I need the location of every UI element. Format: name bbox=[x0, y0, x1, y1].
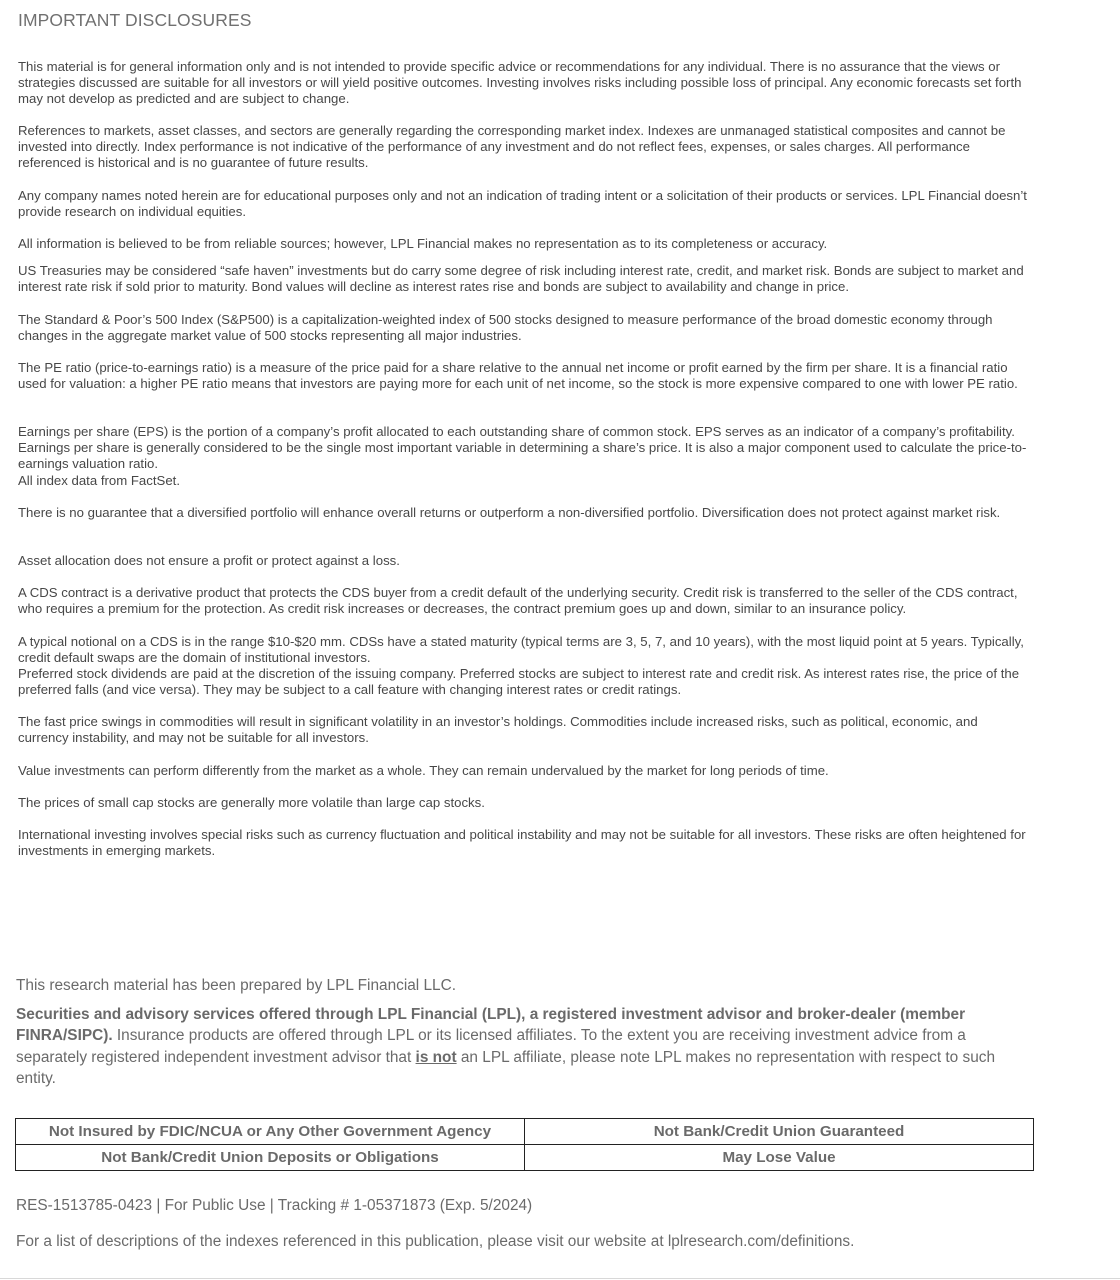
investor-protection-table bbox=[15, 1118, 1034, 1171]
disclosure-us-treasuries: US Treasuries may be considered “safe haven” investments but do carry some degree of risk including interest rate, credit, and market risk. Bonds are subject to market and interest rate risk if sold prior to maturity. Bond values will decline as interest rates rise and bonds are subject to availability and change in price. bbox=[18, 263, 1024, 295]
securities-text-part-2: an LPL affiliate, please note LPL makes no representation with respect to such entity. bbox=[16, 1048, 996, 1088]
disclosure-factset: All index data from FactSet. bbox=[18, 473, 180, 488]
disclosure-diversification: There is no guarantee that a diversified portfolio will enhance overall returns or outperform a non-diversified portfolio. Diversification does not protect against market risk. bbox=[18, 505, 1001, 520]
disclosure-commodities: The fast price swings in commodities will result in significant volatility in an investor’s holdings. Commodities include increased risks, such as political, economic, and currency instability, and may not be suitable for all investors. bbox=[18, 714, 978, 746]
disclosure-preferred-stock: Preferred stock dividends are paid at the discretion of the issuing company. Preferred stocks are subject to interest rate and credit risk. As interest rates rise, the price of the preferred falls (and vice versa). They may be subject to a call feature with changing interest rates or credit ratings. bbox=[18, 666, 1020, 698]
badge-not-guaranteed: Not Bank/Credit Union Guaranteed bbox=[525, 1119, 1034, 1145]
badge-may-lose-value: May Lose Value bbox=[525, 1145, 1034, 1171]
disclosure-sp500: The Standard & Poor’s 500 Index (S&P500) is a capitalization-weighted index of 500 stocks designed to measure performance of the broad domestic economy through changes in the aggregate market value of 500 stocks representing all major industries. bbox=[18, 312, 993, 344]
securities-disclosure bbox=[16, 1004, 1021, 1090]
disclosure-eps: Earnings per share (EPS) is the portion of a company’s profit allocated to each outstanding share of common stock. EPS serves as an indicator of a company’s profitability. Earnings per share is generally considered to be the single most important variable in determining a share’s price. It is also a major component used to calculate the price-to-earnings valuation ratio. bbox=[18, 424, 1027, 472]
prepared-by-note: This research material has been prepared by LPL Financial LLC. bbox=[16, 977, 457, 994]
table-row bbox=[16, 1145, 1034, 1171]
disclosure-cds-notional: A typical notional on a CDS is in the range $10-$20 mm. CDSs have a stated maturity (typical terms are 3, 5, 7, and 10 years), with the most liquid point at 5 years. Typically, credit default swaps are the domain of institutional investors. bbox=[18, 634, 1024, 666]
disclosure-general-info: This material is for general information only and is not intended to provide specific advice or recommendations for any individual. There is no assurance that the views or strategies discussed are suitable for all investors or will yield positive outcomes. Investing involves risks including possible loss of principal. Any economic forecasts set forth may not develop as predicted and are subject to change. bbox=[18, 59, 1022, 107]
securities-text-part-1: Insurance products are offered through LPL or its licensed affiliates. To the extent you are receiving investment advice from a separately registered independent investment advisor that bbox=[16, 1027, 966, 1066]
badge-not-insured: Not Insured by FDIC/NCUA or Any Other Government Agency bbox=[16, 1119, 525, 1145]
disclosure-market-index: References to markets, asset classes, and sectors are generally regarding the corresponding market index. Indexes are unmanaged statistical composites and cannot be invested into directly. Index performance is not indicative of the performance of any investment and do not reflect fees, expenses, or sales charges. All performance referenced is historical and is no guarantee of future results. bbox=[18, 123, 1006, 171]
badge-not-deposits: Not Bank/Credit Union Deposits or Obligations bbox=[16, 1145, 525, 1171]
index-definitions-note: For a list of descriptions of the indexes referenced in this publication, please visit our website at lplresearch.com/definitions. bbox=[16, 1233, 855, 1250]
securities-emphasis: is not bbox=[415, 1048, 457, 1066]
disclosure-asset-allocation: Asset allocation does not ensure a profit or protect against a loss. bbox=[18, 553, 400, 568]
tracking-number: RES-1513785-0423 | For Public Use | Tracking # 1-05371873 (Exp. 5/2024) bbox=[16, 1197, 533, 1214]
securities-bold-text: Securities and advisory services offered through LPL Financial (LPL), a registered investment advisor and broker-dealer (member FINRA/SIPC). bbox=[16, 1006, 966, 1045]
bottom-divider bbox=[0, 1278, 1120, 1279]
table-row bbox=[16, 1119, 1034, 1145]
disclosure-value-investments: Value investments can perform differently from the market as a whole. They can remain undervalued by the market for long periods of time. bbox=[18, 763, 829, 778]
disclosure-company-names: Any company names noted herein are for educational purposes only and not an indication of trading intent or a solicitation of their products or services. LPL Financial doesn’t provide research on individual equities. bbox=[18, 188, 1027, 220]
disclosure-reliable-sources: All information is believed to be from reliable sources; however, LPL Financial makes no representation as to its completeness or accuracy. bbox=[18, 236, 828, 251]
disclosure-pe-ratio: The PE ratio (price-to-earnings ratio) is a measure of the price paid for a share relative to the annual net income or profit earned by the firm per share. It is a financial ratio used for valuation: a higher PE ratio means that investors are paying more for each unit of net income, so the stock is more expensive compared to one with lower PE ratio. bbox=[18, 360, 1018, 392]
page-title: IMPORTANT DISCLOSURES bbox=[18, 10, 252, 30]
disclosure-small-cap: The prices of small cap stocks are generally more volatile than large cap stocks. bbox=[18, 795, 485, 810]
disclosure-international: International investing involves special risks such as currency fluctuation and political instability and may not be suitable for all investors. These risks are often heightened for investments in emerging markets. bbox=[18, 827, 1026, 859]
disclosure-cds-contract: A CDS contract is a derivative product that protects the CDS buyer from a credit default of the underlying security. Credit risk is transferred to the seller of the CDS contract, who requires a premium for the protection. As credit risk increases or decreases, the contract premium goes up and down, similar to an insurance policy. bbox=[18, 585, 1018, 617]
